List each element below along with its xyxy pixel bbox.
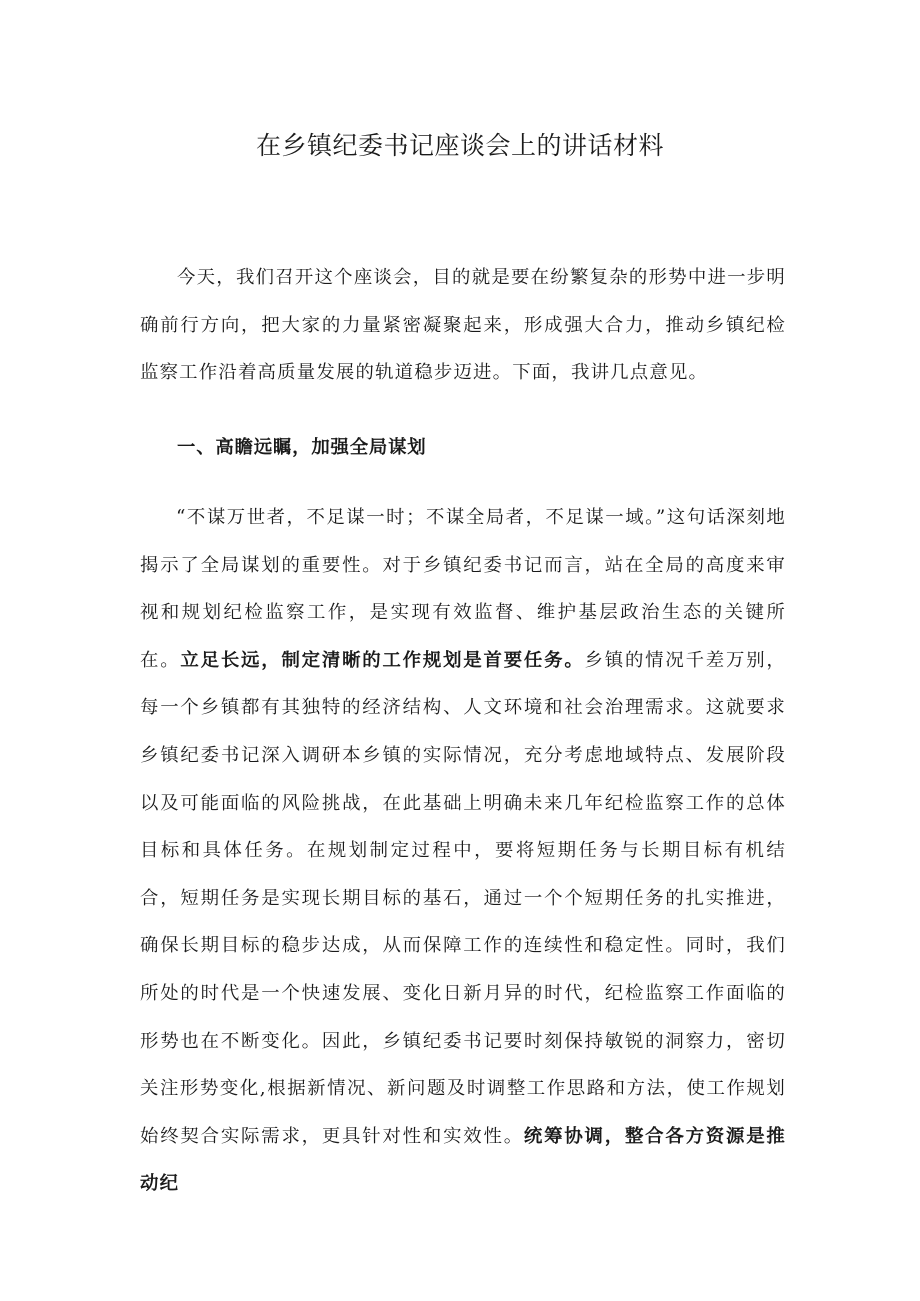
bold-emphasis-run: 立足长远，制定清晰的工作规划是首要任务。 bbox=[180, 649, 585, 671]
section-one-paragraph bbox=[140, 494, 786, 1208]
intro-paragraph: 今天，我们召开这个座谈会，目的就是要在纷繁复杂的形势中进一步明确前行方向，把大家的力量紧密凝聚起来，形成强大合力，推动乡镇纪检监察工作沿着高质量发展的轨道稳步迈进。下面，我讲几点意见。 bbox=[140, 267, 786, 384]
paragraph-text-run: “不谋万世者，不足谋一时；不谋全局者，不足谋一域。”这句话深刻地揭示了全局谋划的重要性。对于乡镇纪委书记而言，站在全局的高度来审视和规划纪检监察工作，是实现有效监督、维护基层政治生态的关键所在。 bbox=[140, 507, 786, 671]
document-title: 在乡镇纪委书记座谈会上的讲话材料 bbox=[255, 131, 664, 160]
bold-emphasis-run: 统筹协调，整合各方资源是推动纪 bbox=[140, 1125, 786, 1195]
paragraph-text-run: 乡镇的情况千差万别，每一个乡镇都有其独特的经济结构、人文环境和社会治理需求。这就要求乡镇纪委书记深入调研本乡镇的实际情况，充分考虑地域特点、发展阶段以及可能面临的风险挑战，在此基础上明确未来几年纪检监察工作的总体目标和具体任务。在规划制定过程中，要将短期任务与长期目标有机结合，短期任务是实现长期目标的基石，通过一个个短期任务的扎实推进，确保长期目标的稳步达成，从而保障工作的连续性和稳定性。同时，我们所处的时代是一个快速发展、变化日新月异的时代，纪检监察工作面临的形势也在不断变化。因此，乡镇纪委书记要时刻保持敏锐的洞察力，密切关注形势变化,根据新情况、新问题及时调整工作思路和方法，使工作规划始终契合实际需求，更具针对性和实效性。 bbox=[140, 649, 786, 1147]
section-heading: 一、高瞻远瞩，加强全局谋划 bbox=[177, 437, 427, 458]
